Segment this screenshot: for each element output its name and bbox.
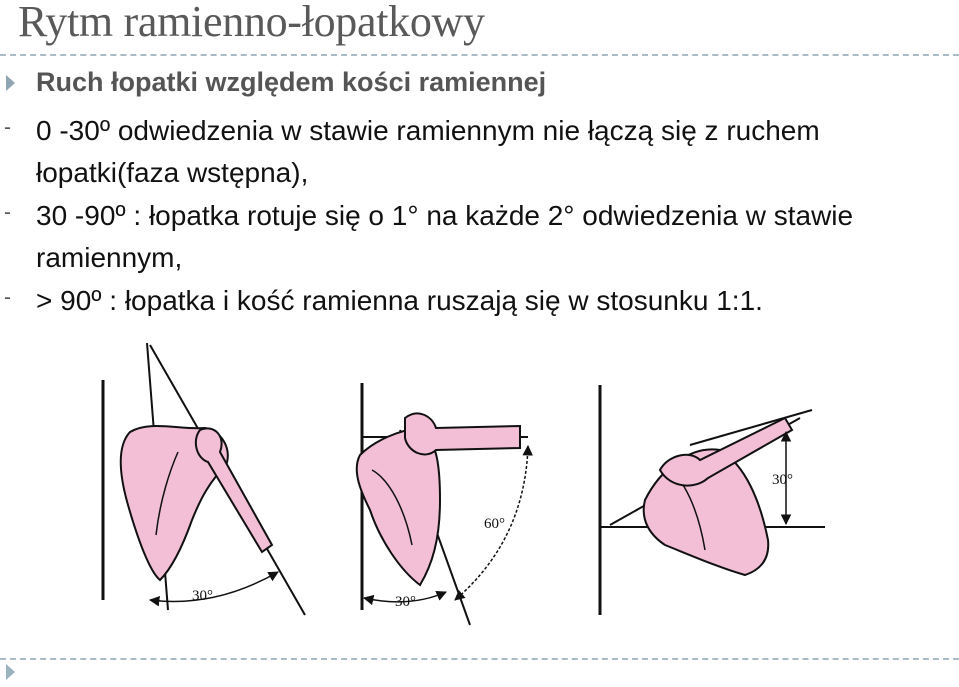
bottom-divider: [0, 658, 959, 660]
list-item-text: 30 -90º : łopatka rotuje się o 1° na każde 2° odwiedzenia w stawie ramiennym,: [36, 200, 854, 273]
angle-label: 30°: [772, 472, 793, 488]
panel-3-figure: [600, 385, 825, 615]
angle-arc: [150, 572, 278, 601]
bullet-arrow-icon: [6, 75, 15, 91]
top-divider: [0, 54, 959, 56]
angle-label: 30°: [192, 588, 213, 604]
footer-arrow-icon: [6, 664, 15, 680]
list-item-text: 0 -30º odwiedzenia w stawie ramiennym nie łączą się z ruchem łopatki(faza wstępna),: [36, 115, 820, 188]
dash-marker: -: [4, 286, 11, 309]
section-heading: Ruch łopatki względem kości ramiennej: [36, 67, 547, 97]
list-item-text: > 90º : łopatka i kość ramienna ruszają się w stosunku 1:1.: [36, 285, 763, 316]
dash-marker: -: [4, 201, 11, 224]
humerus-shape: [405, 413, 520, 454]
panel-1-figure: [103, 343, 305, 615]
slide-title: Rytm ramienno-łopatkowy: [18, 0, 485, 46]
scapulohumeral-rhythm-illustration: [0, 330, 959, 655]
angle-label: 60°: [484, 516, 505, 532]
dash-marker: -: [4, 116, 11, 139]
panel-2-figure: [357, 383, 528, 625]
angle-label: 30°: [395, 594, 416, 610]
